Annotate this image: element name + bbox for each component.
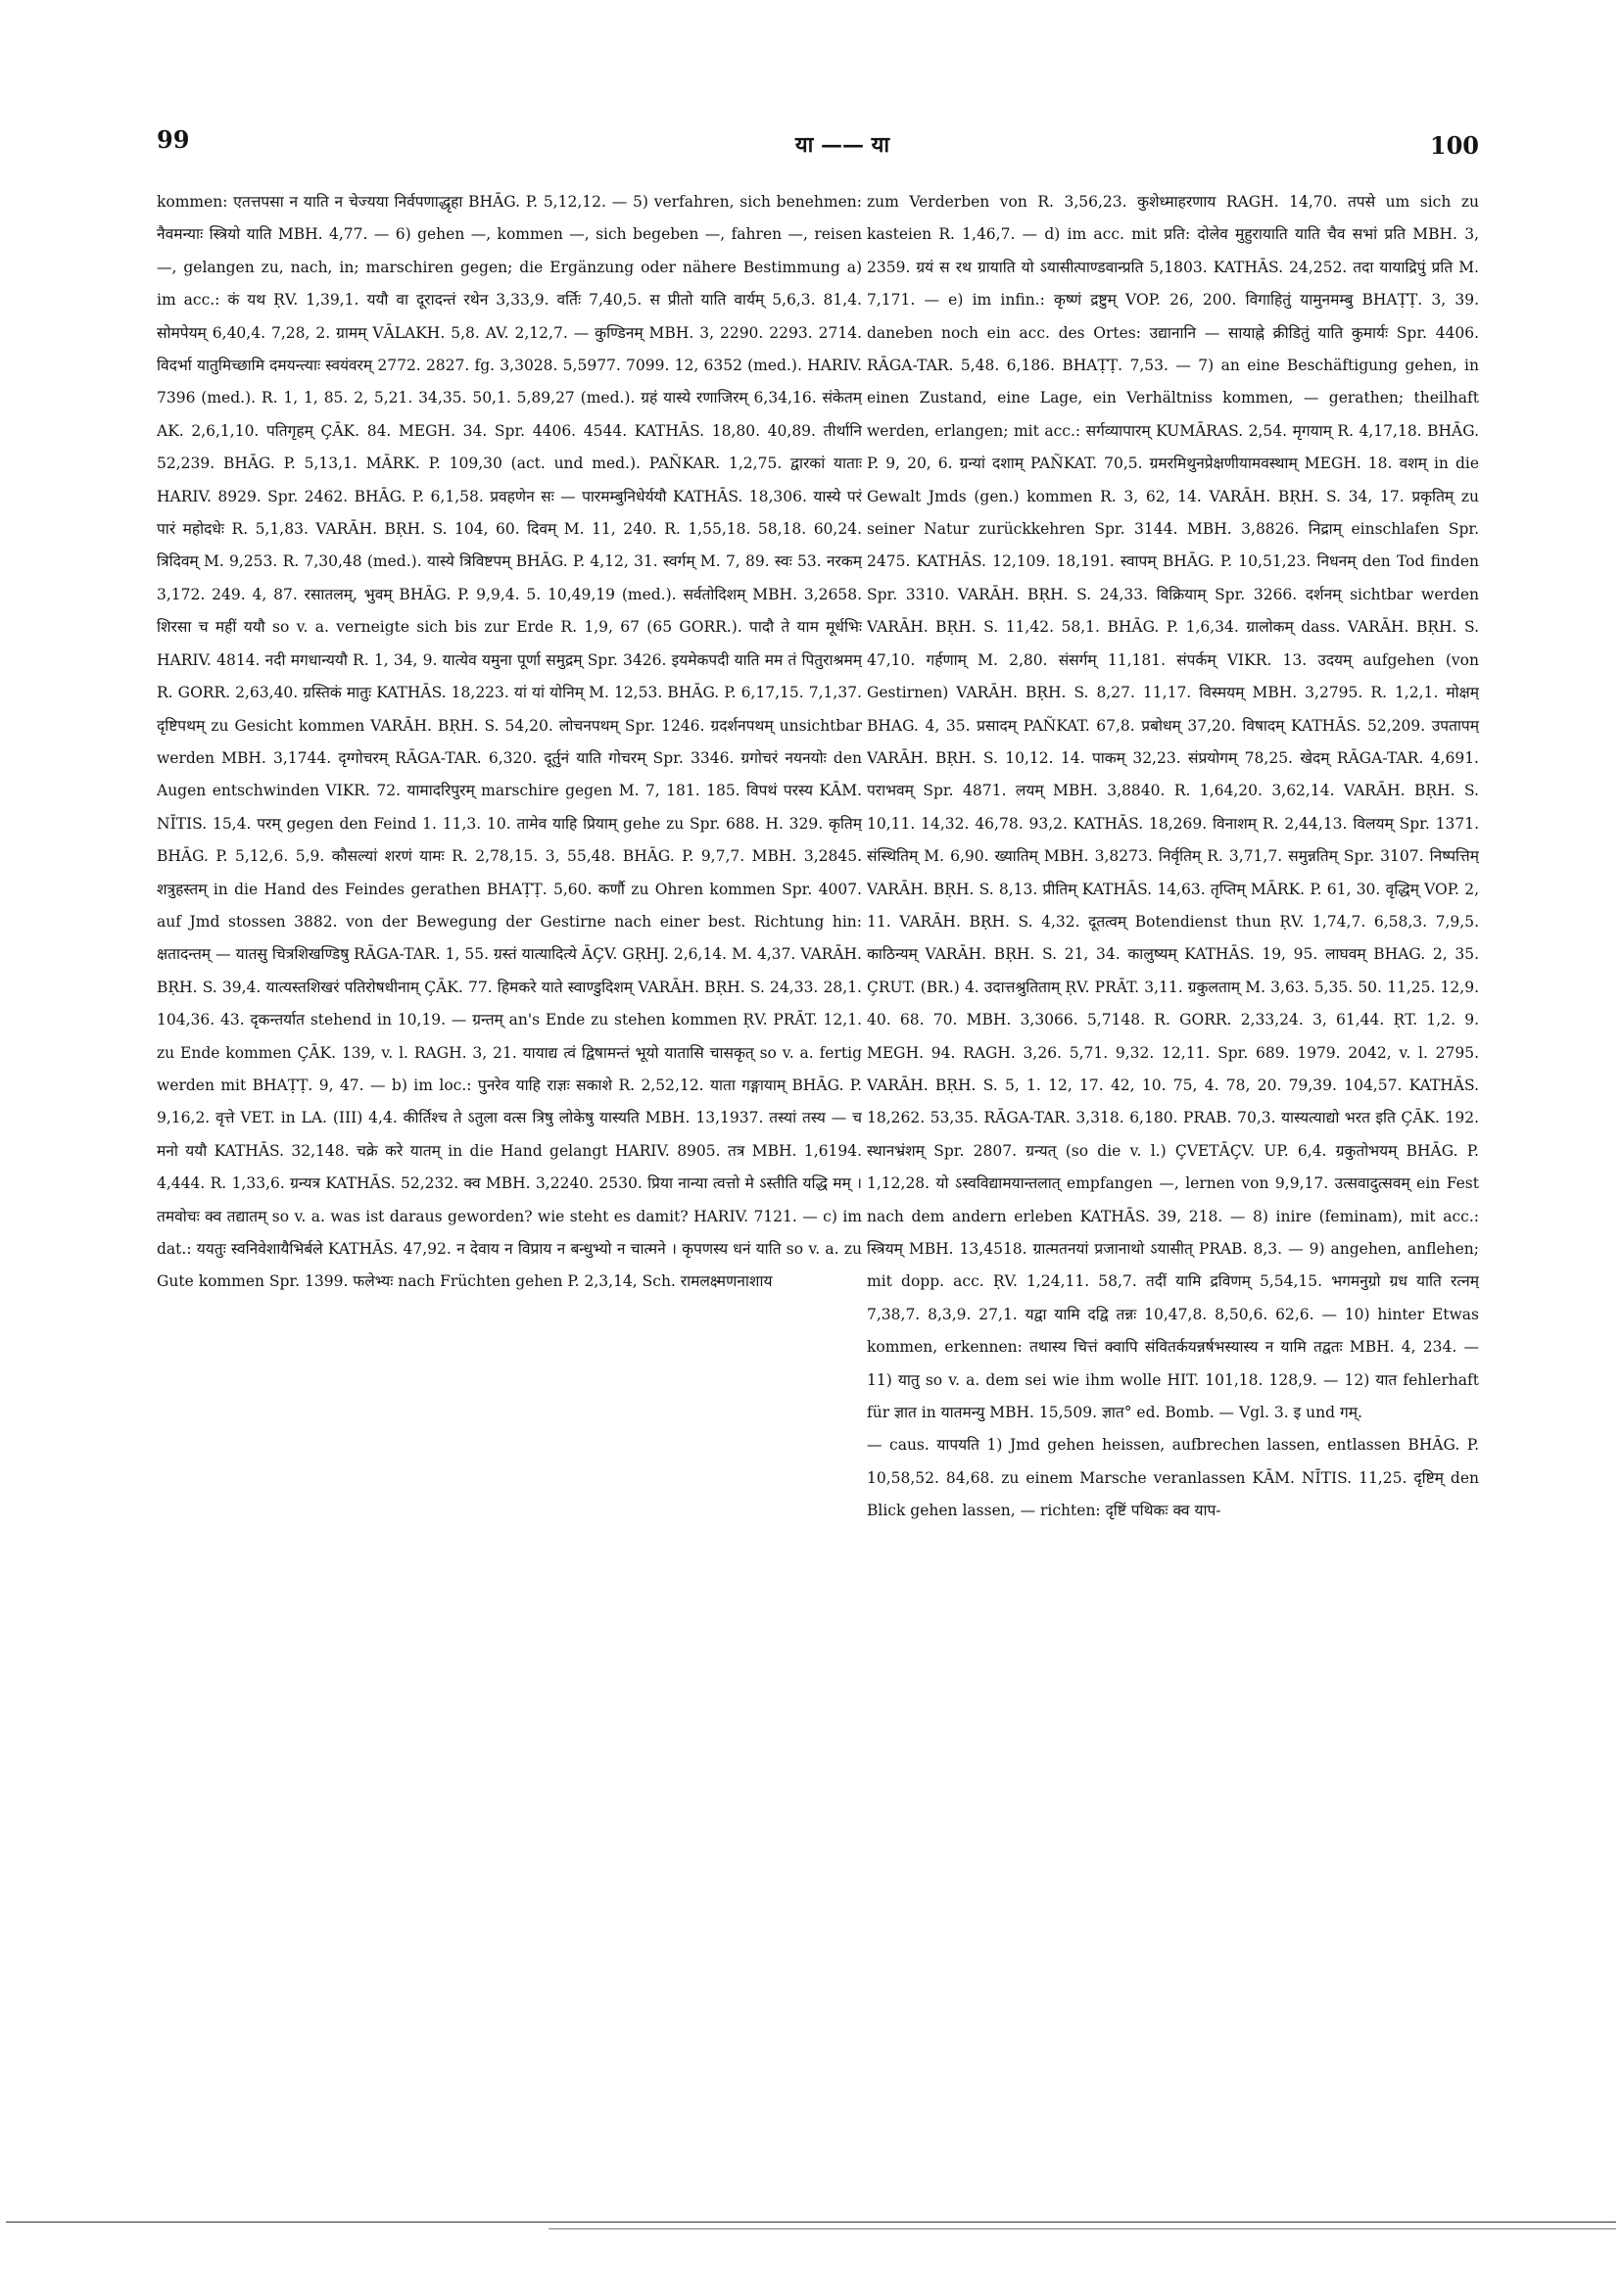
right-column: [867, 186, 1479, 1979]
right-column-caus-entry: — caus. यापयति 1) Jmd gehen heissen, aufbrechen lassen, entlassen BHĀG. P. 10,58,52. 84,68. zu einem Marsche veranlassen KĀM. NĪTIS. 11,25. दृष्टिम् den Blick gehen lassen, — richten: दृष्टिं पथिकः क्व याप-: [867, 1436, 1479, 1520]
left-column-text: kommen: एतत्तपसा न याति न चेज्यया निर्वपणाद्धृहा BHĀG. P. 5,12,12. — 5) verfahren, sich benehmen: नैवमन्याः स्त्रियो याति MBH. 4,77. — 6) gehen —, kommen —, sich begeben —, fahren —, reisen —, gelangen zu, nach, in; marschiren gegen; die Ergänzung oder nähere Bestimmung a) im acc.: कं यथ ṚV. 1,39,1. ययौ वा दूरादन्तं रथेन 3,33,9. वर्तिः 7,40,5. स प्रीतो याति वार्यम् 5,6,3. 81,4. सोमपेयम् 6,40,4. 7,28, 2. ग्रामम् VĀLAKH. 5,8. AV. 2,12,7. — कुण्डिनम् MBH. 3, 2290. 2293. 2714. विदर्भा यातुमिच्छामि दमयन्त्याः स्वयंवरम् 2772. 2827. fg. 3,3028. 5,5977. 7099. 12, 6352 (med.). HARIV. 7396 (med.). R. 1, 1, 85. 2, 5,21. 34,35. 50,1. 5,89,27 (med.). ग्रहं यास्ये रणाजिरम् 6,34,16. संकेतम् AK. 2,6,1,10. पतिगृहम् ÇĀK. 84. MEGH. 34. Spr. 4406. 4544. KATHĀS. 18,80. 40,89. तीर्थानि 52,239. BHĀG. P. 5,13,1. MĀRK. P. 109,30 (act. und med.). PAÑKAR. 1,2,75. द्वारकां याताः HARIV. 8929. Spr. 2462. BHĀG. P. 6,1,58. प्रवहणेन सः — पारमम्बुनिधेर्ययौ KATHĀS. 18,306. यास्ये परं पारं महोदधेः R. 5,1,83. VARĀH. BṚH. S. 104, 60. दिवम् M. 11, 240. R. 1,55,18. 58,18. 60,24. त्रिदिवम् M. 9,253. R. 7,30,48 (med.). यास्ये त्रिविष्टपम् BHĀG. P. 4,12, 31. स्वर्गम् M. 7, 89. स्वः 53. नरकम् 3,172. 249. 4, 87. रसातलम्, भुवम् BHĀG. P. 9,9,4. 5. 10,49,19 (med.). सर्वतोदिशम् MBH. 3,2658. शिरसा च महीं ययौ so v. a. verneigte sich bis zur Erde R. 1,9, 67 (65 GORR.). पादौ ते याम मूर्धभिः HARIV. 4814. नदी मगधान्ययौ R. 1, 34, 9. यात्येव यमुना पूर्णा समुद्रम् Spr. 3426. इयमेकपदी याति मम तं पितुराश्रमम् R. GORR. 2,63,40. ग्रस्तिकं मातुः KATHĀS. 18,223. यां यां योनिम् M. 12,53. BHĀG. P. 6,17,15. 7,1,37. दृष्टिपथम् zu Gesicht kommen VARĀH. BṚH. S. 54,20. लोचनपथम् Spr. 1246. ग्रदर्शनपथम् unsichtbar werden MBH. 3,1744. दृग्गोचरम् RĀGA-TAR. 6,320. दूर्तुनं याति गोचरम् Spr. 3346. ग्रगोचरं नयनयोः den Augen entschwinden VIKR. 72. यामादरिपुरम् marschire gegen M. 7, 181. 185. विपथं परस्य KĀM. NĪTIS. 15,4. परम् gegen den Feind 1. 11,3. 10. तामेव याहि प्रियाम् gehe zu Spr. 688. H. 329. कृतिम् BHĀG. P. 5,12,6. 5,9. कौसल्यां शरणं यामः R. 2,78,15. 3, 55,48. BHĀG. P. 9,7,7. MBH. 3,2845. शत्रुहस्तम् in die Hand des Feindes gerathen BHAṬṬ. 5,60. कर्णौ zu Ohren kommen Spr. 4007. auf Jmd stossen 3882. von der Bewegung der Gestirne nach einer best. Richtung hin: क्षतादन्तम् — यातसु चित्रशिखण्डिषु RĀGA-TAR. 1, 55. ग्रस्तं यात्यादित्ये ĀÇV. GṚHJ. 2,6,14. M. 4,37. VARĀH. BṚH. S. 39,4. यात्यस्तशिखरं पतिरोषधीनाम् ÇĀK. 77. हिमकरे याते स्वाण्डुदिशम् VARĀH. BṚH. S. 24,33. 28,1. 104,36. 43. दृकन्तर्यात stehend in 10,19. — ग्रन्तम् an's Ende zu stehen kommen ṚV. PRĀT. 12,1. zu Ende kommen ÇĀK. 139, v. l. RAGH. 3, 21. यायाद्य त्वं द्विषामन्तं भूयो यातासि चासकृत् so v. a. fertig werden mit BHAṬṬ. 9, 47. — b) im loc.: पुनरेव याहि राज्ञः सकाशे R. 2,52,12. याता गङ्गायाम् BHĀG. P. 9,16,2. वृत्ते VET. in LA. (III) 4,4. कीर्तिश्च ते ऽतुला वत्स त्रिषु लोकेषु यास्यति MBH. 13,1937. तस्यां तस्य — च मनो ययौ KATHĀS. 32,148. चक्रे करे यातम् in die Hand gelangt HARIV. 8905. तत्र MBH. 1,6194. 4,444. R. 1,33,6. ग्रन्यत्र KATHĀS. 52,232. क्व MBH. 3,2240. 2530. प्रिया नान्या त्वत्तो मे ऽस्तीति यद्धि मम् । तमवोचः क्व तद्यातम् so v. a. was ist daraus geworden? wie steht es damit? HARIV. 7121. — c) im dat.: ययतुः स्वनिवेशायैभिर्बले KATHĀS. 47,92. न देवाय न विप्राय न बन्धुभ्यो न चात्मने । कृपणस्य धनं याति so v. a. zu Gute kommen Spr. 1399. फलेभ्यः nach Früchten gehen P. 2,3,14, Sch. रामलक्ष्मणनाशाय: [157, 193, 862, 1291]
footer-rule: [6, 2222, 1616, 2223]
page-header: [157, 125, 1479, 165]
page-number-right: 100: [1429, 131, 1479, 160]
left-column: [157, 186, 862, 1979]
footer-rule-secondary: [549, 2228, 1616, 2229]
page-number-left: 99: [157, 125, 190, 154]
right-column-text: zum Verderben von R. 3,56,23. कुशेध्माहरणाय RAGH. 14,70. तपसे um sich zu kasteien R. 1,46,7. — d) im acc. mit प्रति: दोलेव मुहुरायाति याति चैव सभां प्रति MBH. 3, 2359. ग्रयं स रथ ग्रायाति यो ऽयासीत्पाण्डवान्प्रति 5,1803. KATHĀS. 24,252. तदा यायाद्रिपुं प्रति M. 7,171. — e) im infin.: कृष्णं द्रष्टुम् VOP. 26, 200. विगाहितुं यामुनमम्बु BHAṬṬ. 3, 39. daneben noch ein acc. des Ortes: उद्यानानि — सायाह्ने क्रीडितुं याति कुमार्यः Spr. 4406. RĀGA-TAR. 5,48. 6,186. BHAṬṬ. 7,53. — 7) an eine Beschäftigung gehen, in einen Zustand, eine Lage, ein Verhältniss kommen, — gerathen; theilhaft werden, erlangen; mit acc.: सर्गव्यापारम् KUMĀRAS. 2,54. मृगयाम् R. 4,17,18. BHĀG. P. 9, 20, 6. ग्रन्यां दशाम् PAÑKAT. 70,5. ग्रमरमिथुनप्रेक्षणीयामवस्थाम् MEGH. 18. वशम् in die Gewalt Jmds (gen.) kommen R. 3, 62, 14. VARĀH. BṚH. S. 34, 17. प्रकृतिम् zu seiner Natur zurückkehren Spr. 3144. MBH. 3,8826. निद्राम् einschlafen Spr. 2475. KATHĀS. 12,109. 18,191. स्वापम् BHĀG. P. 10,51,23. निधनम् den Tod finden Spr. 3310. VARĀH. BṚH. S. 24,33. विक्रियाम् Spr. 3266. दर्शनम् sichtbar werden VARĀH. BṚH. S. 11,42. 58,1. BHĀG. P. 1,6,34. ग्रालोकम् dass. VARĀH. BṚH. S. 47,10. गर्हणाम् M. 2,80. संसर्गम् 11,181. संपर्कम् VIKR. 13. उदयम् aufgehen (von Gestirnen) VARĀH. BṚH. S. 8,27. 11,17. विस्मयम् MBH. 3,2795. R. 1,2,1. मोक्षम् BHAG. 4, 35. प्रसादम् PAÑKAT. 67,8. प्रबोधम् 37,20. विषादम् KATHĀS. 52,209. उपतापम् VARĀH. BṚH. S. 10,12. 14. पाकम् 32,23. संप्रयोगम् 78,25. खेदम् RĀGA-TAR. 4,691. पराभवम् Spr. 4871. लयम् MBH. 3,8840. R. 1,64,20. 3,62,14. VARĀH. BṚH. S. 10,11. 14,32. 46,78. 93,2. KATHĀS. 18,269. विनाशम् R. 2,44,13. विलयम् Spr. 1371. संस्थितिम् M. 6,90. ख्यातिम् MBH. 3,8273. निर्वृतिम् R. 3,71,7. समुन्नतिम् Spr. 3107. निष्पत्तिम् VARĀH. BṚH. S. 8,13. प्रीतिम् KATHĀS. 14,63. तृप्तिम् MĀRK. P. 61, 30. वृद्धिम् VOP. 2, 11. VARĀH. BṚH. S. 4,32. दूतत्वम् Botendienst thun ṚV. 1,74,7. 6,58,3. 7,9,5. काठिन्यम् VARĀH. BṚH. S. 21, 34. कालुष्यम् KATHĀS. 19, 95. लाघवम् BHAG. 2, 35. ÇRUT. (BR.) 4. उदात्तश्रुतिताम् ṚV. PRĀT. 3,11. ग्रकुलताम् M. 3,63. 5,35. 50. 11,25. 12,9. 40. 68. 70. MBH. 3,3066. 5,7148. R. GORR. 2,33,24. 3, 61,44. ṚT. 1,2. 9. MEGH. 94. RAGH. 3,26. 5,71. 9,32. 12,11. Spr. 689. 1979. 2042, v. l. 2795. VARĀH. BṚH. S. 5, 1. 12, 17. 42, 10. 75, 4. 78, 20. 79,39. 104,57. KATHĀS. 18,262. 53,35. RĀGA-TAR. 3,318. 6,180. PRAB. 70,3. यास्यत्याद्यो भरत इति ÇĀK. 192. स्थानभ्रंशम् Spr. 2807. ग्रन्यत् (so die v. l.) ÇVETĀÇV. UP. 6,4. ग्रकुतोभयम् BHĀG. P. 1,12,28. यो ऽस्वविद्यामयान्तलात् empfangen —, lernen von 9,9,17. उत्सवादुत्सवम् ein Fest nach dem andern erleben KATHĀS. 39, 218. — 8) inire (feminam), mit acc.: स्त्रियम् MBH. 13,4518. ग्रात्मतनयां प्रजानाथो ऽयासीत् PRAB. 8,3. — 9) angehen, anflehen; mit dopp. acc. ṚV. 1,24,11. 58,7. तदीं यामि द्रविणम् 5,54,15. भगमनुग्रो ग्रध याति रत्नम् 7,38,7. 8,3,9. 27,1. यद्वा यामि दद्वि तन्नः 10,47,8. 8,50,6. 62,6. — 10) hinter Etwas kommen, erkennen: तथास्य चित्तं क्वापि संवितर्कयन्नर्षभस्यास्य न यामि तद्वतः MBH. 4, 234. — 11) यातु so v. a. dem sei wie ihm wolle HIT. 101,18. 128,9. — 12) यात fehlerhaft für ज्ञात in यातमन्यु MBH. 15,509. ज्ञात° ed. Bomb. — Vgl. 3. इ und गम्.: [867, 193, 1479, 1422]
running-headword: या —— या: [794, 132, 890, 158]
